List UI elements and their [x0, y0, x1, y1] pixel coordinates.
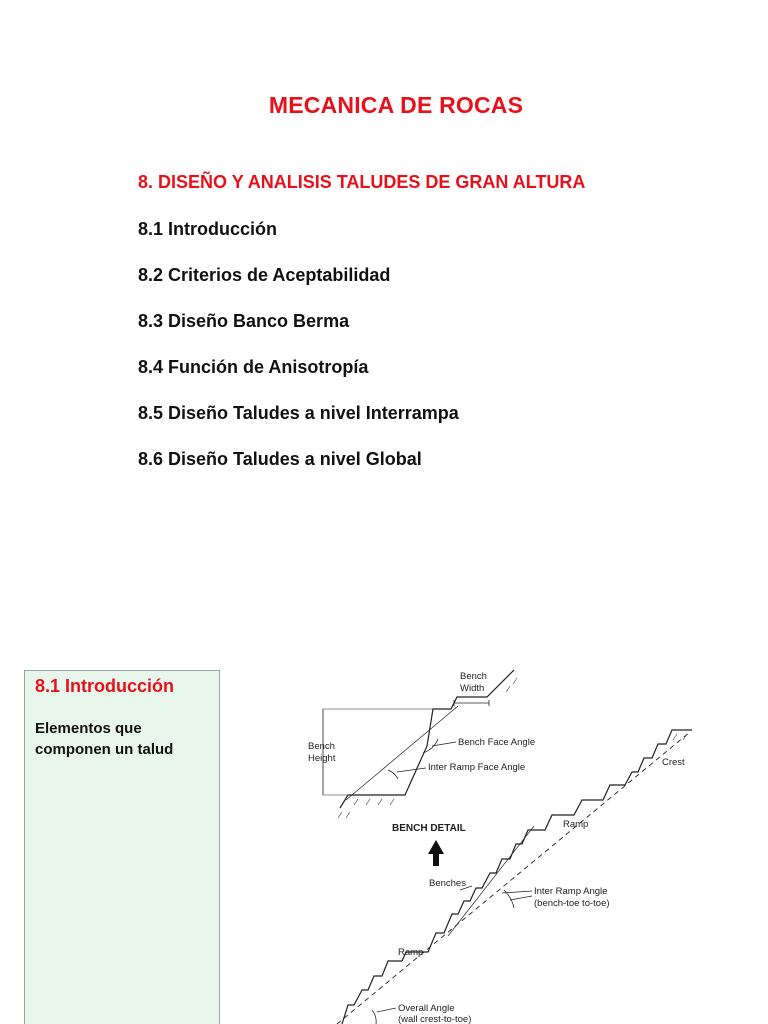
bench-detail-face-line [346, 706, 458, 800]
slide-title: MECANICA DE ROCAS [268, 92, 524, 118]
label-bench-width-1: Bench [460, 671, 487, 682]
label-bench-face-angle: Bench Face Angle [458, 737, 536, 748]
label-overall-angle-2: (wall crest-to-toe) [398, 1014, 472, 1024]
bench-detail-arrow-icon [428, 840, 444, 866]
overall-angle-line [337, 732, 690, 1024]
toc-item-criterios: 8.2 Criterios de Aceptabilidad [138, 265, 391, 285]
toc-item-introduccion: 8.1 Introducción [138, 219, 278, 239]
toc-list [138, 219, 459, 495]
label-inter-ramp-angle-1: Inter Ramp Angle [534, 886, 608, 897]
label-benches: Benches [429, 878, 466, 889]
side-panel-text: Elementos que componen un talud [35, 720, 174, 758]
slope-elements-diagram [292, 660, 702, 1024]
toc-item-anisotropia: 8.4 Función de Anisotropía [138, 357, 369, 377]
label-crest: Crest [662, 757, 685, 768]
label-bench-detail: BENCH DETAIL [392, 823, 466, 834]
toc-item-global: 8.6 Diseño Taludes a nivel Global [138, 449, 422, 469]
side-panel [24, 670, 220, 1024]
label-bench-height-1: Bench [308, 741, 335, 752]
label-ramp-upper: Ramp [563, 819, 589, 830]
label-inter-ramp-angle-2: (bench-toe to-toe) [534, 898, 610, 909]
side-panel-title: 8.1 Introducción [35, 676, 175, 696]
toc-item-interrampa: 8.5 Diseño Taludes a nivel Interrampa [138, 403, 459, 423]
toc-item-banco-berma: 8.3 Diseño Banco Berma [138, 311, 350, 331]
label-bench-width-2: Width [460, 683, 485, 694]
section-heading: 8. DISEÑO Y ANALISIS TALUDES DE GRAN ALTURA [138, 172, 586, 192]
label-inter-ramp-face-angle: Inter Ramp Face Angle [428, 762, 526, 773]
label-bench-height-2: Height [308, 753, 336, 764]
label-ramp-lower: Ramp [398, 947, 424, 958]
label-overall-angle-1: Overall Angle [398, 1003, 455, 1014]
